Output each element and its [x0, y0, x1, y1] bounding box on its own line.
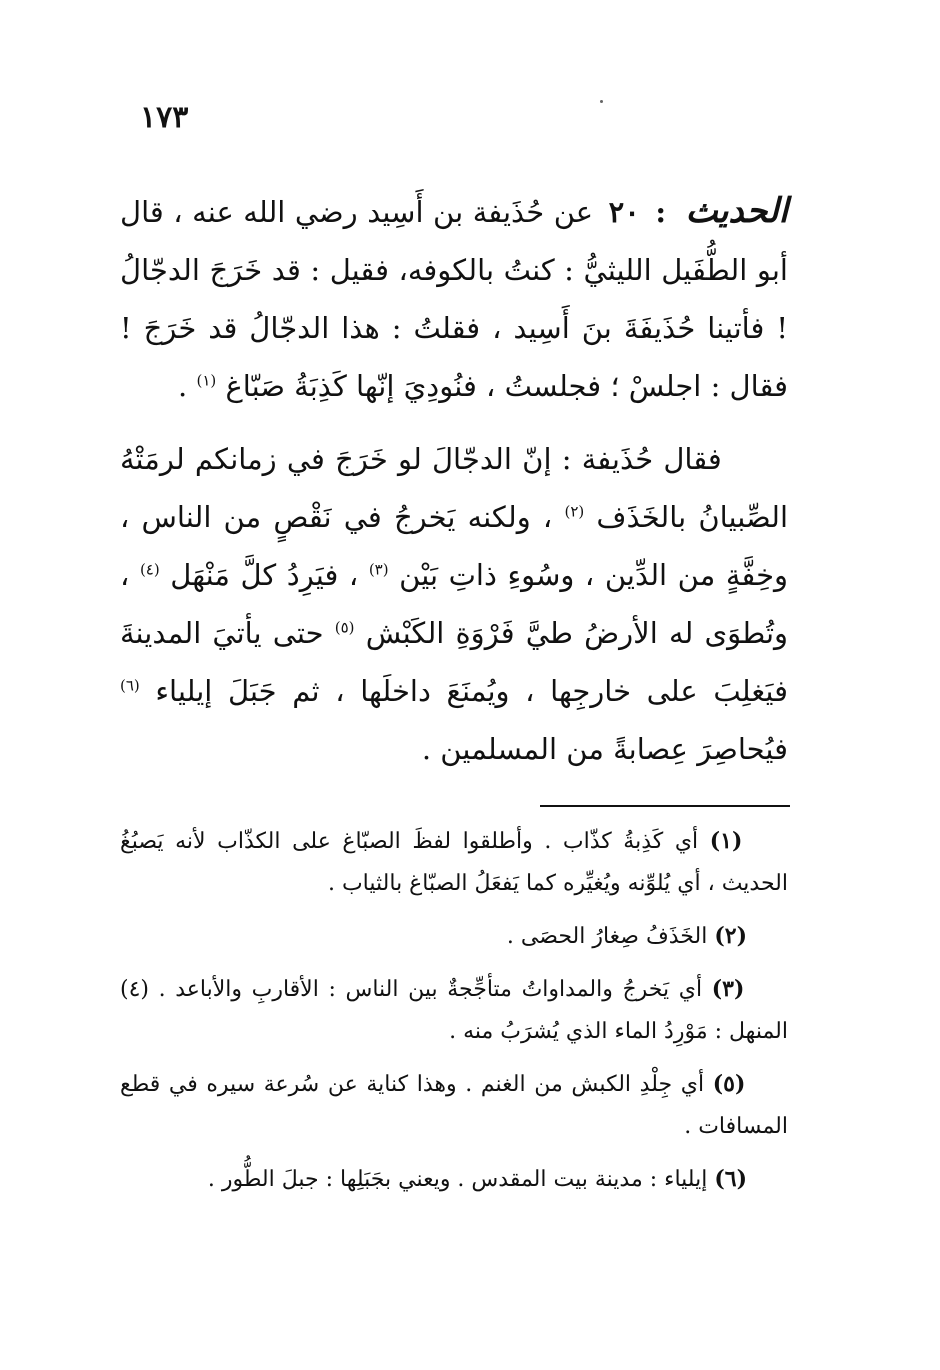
footnote-3-4	[120, 968, 788, 1053]
body-text-part3: ، فيَرِدُ كلَّ مَنْهَل	[170, 558, 359, 592]
intro-end-mark: .	[178, 369, 188, 403]
page-number: ١٧٣	[140, 100, 189, 135]
footnote-ref-1: (١)	[196, 371, 217, 390]
footnote-text: أي جِلْدِ الكبش من الغنم . وهذا كناية عن سُرعة سيره في قطع المسافات .	[120, 1072, 788, 1139]
footnote-ref-5: (٥)	[334, 618, 355, 637]
hadith-intro-paragraph	[120, 182, 788, 415]
hadith-body-paragraph	[120, 430, 788, 778]
body-text-part2: ، ولكنه يَخرجُ في نَقْصٍ من الناس ، وخِفَّةٍ من الدِّين ، وسُوءِ ذاتِ بَيْن	[120, 500, 788, 592]
footnote-ref-2: (٢)	[564, 502, 585, 521]
footnote-text: الخَذَفُ صِغارُ الحصَى .	[506, 924, 708, 949]
footnote-divider	[540, 805, 790, 807]
footnote-text: إيلياء : مدينة بيت المقدس . ويعني بجَبَلِها : جبلَ الطُّور .	[207, 1167, 708, 1192]
footnotes	[120, 820, 788, 1211]
footnote-text: أي يَخرجُ والمداواتُ متأجِّجةٌ بين الناس : الأقاربِ والأباعد . (٤) المنهل : مَوْرِدُ الماء الذي يُشرَبُ منه .	[120, 977, 788, 1044]
footnote-ref-6: (٦)	[120, 676, 140, 695]
body-text-part6: فيُحاصِرَ عِصابةً من المسلمين .	[421, 732, 788, 766]
footnote-ref-3: (٣)	[368, 560, 389, 579]
hadith-intro-text: عن حُذَيفة بن أَسِيد رضي الله عنه ، قال أبو الطُّفَيل الليثيُّ : كنتُ بالكوفه، فقيل : قد خَرَجَ الدجّالُ ! فأتينا حُذَيفَةَ بنَ أَسِيد ، فقلتُ : هذا الدجّالُ قد خَرَجَ ! فقال : اجلسْ ؛ فجلستُ ، فنُودِيَ إنّها كَذِبَةُ صَبّاغ	[120, 195, 788, 403]
footnote-marker: (٦)	[714, 1166, 747, 1192]
body-text-part5: حتى يأتيَ المدينةَ فيَغلِبَ على خارجِها ، ويُمنَعَ داخلَها ، ثم جَبَلَ إيلياء	[120, 616, 789, 708]
footnote-marker: (٣)	[711, 976, 745, 1002]
hadith-number: ٢٠	[608, 195, 640, 229]
footnote-text: أي كَذِبةُ كذّاب . وأطلقوا لفظَ الصبّاغ على الكذّاب لأنه يَصبُغُ الحديث ، أي يُلوِّنه ويُغيِّره كما يَفعَلُ الصبّاغ بالثياب .	[120, 829, 788, 896]
body-text-part1: فقال حُذَيفة : إنّ الدجّالَ لو خَرَجَ في زمانكم لرمَتْهُ الصِّبيانُ بالخَذَف	[120, 442, 789, 534]
footnote-ref-4: (٤)	[139, 560, 160, 579]
footnote-1	[120, 820, 788, 905]
footnote-2	[120, 915, 788, 958]
footnote-6	[120, 1158, 788, 1201]
hadith-heading: الحديث	[685, 191, 789, 231]
footnote-marker: (٢)	[714, 923, 747, 949]
footnote-marker: (٥)	[712, 1071, 746, 1097]
footnote-marker: (١)	[709, 828, 743, 854]
body-text-part4: ، وتُطوَى له الأرضُ طيَّ فَرْوَةِ الكَبْش	[120, 558, 789, 650]
print-speck	[600, 100, 603, 103]
footnote-5	[120, 1063, 788, 1148]
heading-separator: :	[655, 195, 667, 229]
